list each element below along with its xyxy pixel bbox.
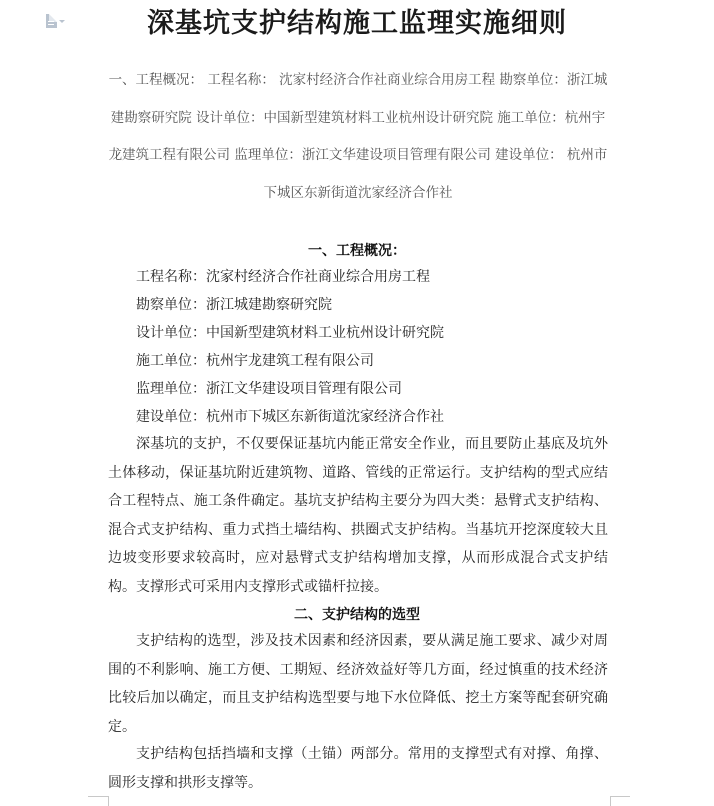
paragraph-selection: 支护结构的选型，涉及技术因素和经济因素，要从满足施工要求、减少对周围的不利影响、施工方便、工期短、经济效益好等几方面，经过慎重的技术经济比较后加以确定，而且支护结构选型要与地下水位降低、挖土方案等配套研究确定。 <box>108 633 608 735</box>
field-design-unit <box>136 323 444 343</box>
paragraph-support-types: 支护结构包括挡墙和支撑（土锚）两部分。常用的支撑型式有对撑、角撑、圆形支撑和拱形支撑等。 <box>108 746 608 791</box>
paragraph-overview: 深基坑的支护，不仅要保证基坑内能正常安全作业，而且要防止基底及坑外土体移动，保证基坑附近建筑物、道路、管线的正常运行。支护结构的型式应结合工程特点、施工条件确定。基坑支护结构主要分为四大类：悬臂式支护结构、混合式支护结构、重力式挡土墙结构、拱圈式支护结构。当基坑开挖深度较大且边坡变形要求较高时，应对悬臂式支护结构增加支撑，从而形成混合式支护结构。支撑形式可采用内支撑形式或锚杆拉接。 <box>108 436 608 595</box>
crop-mark <box>108 796 109 806</box>
field-label: 施工单位： <box>136 353 206 369</box>
field-value: 中国新型建筑材料工业杭州设计研究院 <box>206 325 444 341</box>
field-label: 建设单位： <box>136 409 206 425</box>
field-owner-unit <box>136 407 444 427</box>
field-value: 沈家村经济合作社商业综合用房工程 <box>206 269 430 285</box>
document-summary: 一、工程概况： 工程名称： 沈家村经济合作社商业综合用房工程 勘察单位：浙江城建勘察研究院 设计单位：中国新型建筑材料工业杭州设计研究院 施工单位：杭州宇龙建筑工程有限公司 监理单位：浙江文华建设项目管理有限公司 建设单位： 杭州市下城区东新街道沈家经济合作社 <box>108 72 608 201</box>
field-value: 浙江文华建设项目管理有限公司 <box>206 381 402 397</box>
field-label: 工程名称： <box>136 269 206 285</box>
field-project-name <box>136 267 430 287</box>
field-value: 浙江城建勘察研究院 <box>206 297 332 313</box>
section-heading-selection: 二、支护结构的选型 <box>294 607 420 623</box>
field-survey-unit <box>136 295 332 315</box>
field-label: 设计单位： <box>136 325 206 341</box>
section-heading-overview: 一、工程概况： <box>308 243 406 259</box>
crop-mark <box>88 796 108 797</box>
field-supervision-unit <box>136 379 402 399</box>
crop-mark <box>610 796 611 806</box>
field-construction-unit <box>136 351 374 371</box>
field-value: 杭州市下城区东新街道沈家经济合作社 <box>206 409 444 425</box>
page-title: 深基坑支护结构施工监理实施细则 <box>147 8 567 39</box>
field-label: 勘察单位： <box>136 297 206 313</box>
field-value: 杭州宇龙建筑工程有限公司 <box>206 353 374 369</box>
crop-mark <box>610 796 630 797</box>
field-label: 监理单位： <box>136 381 206 397</box>
